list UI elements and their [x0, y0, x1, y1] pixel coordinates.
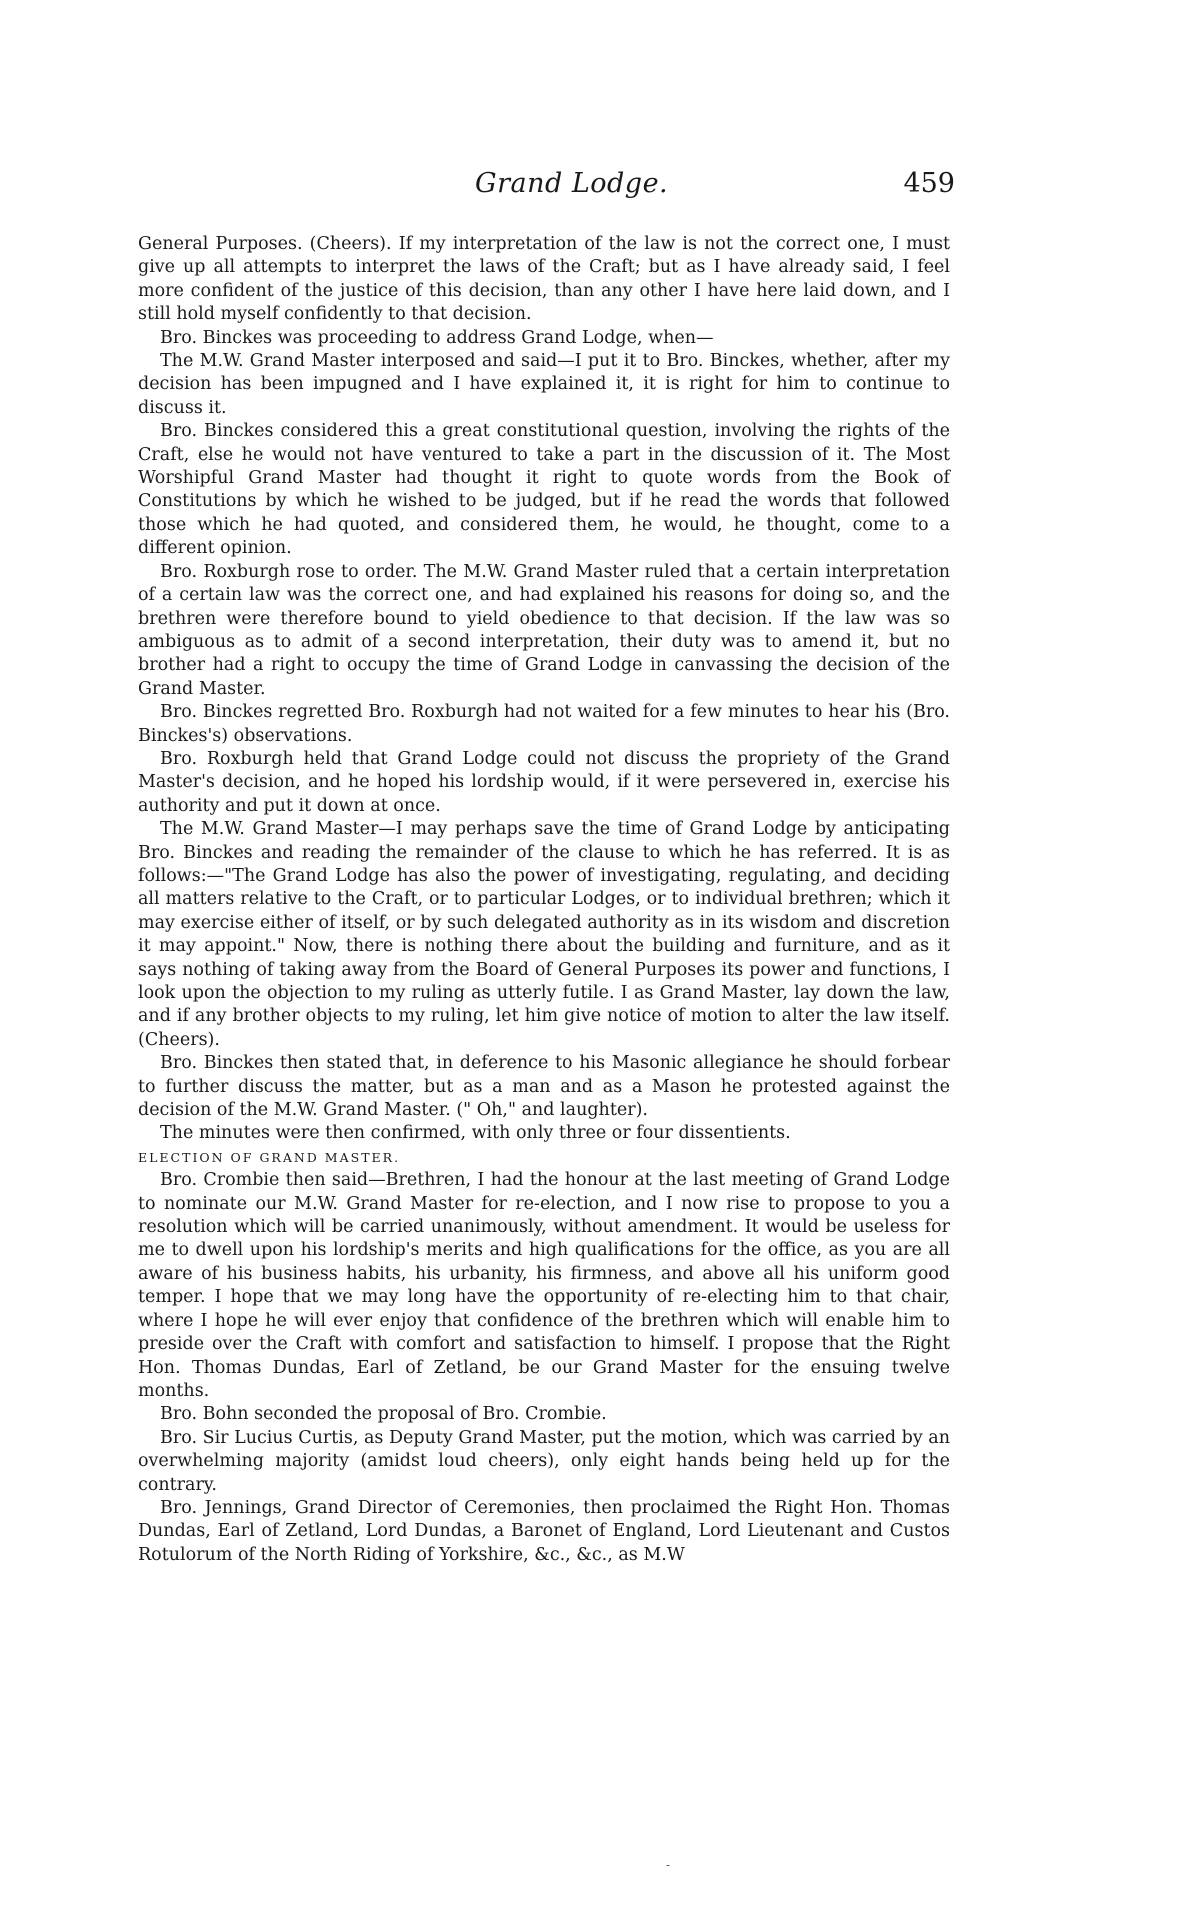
paragraph: The minutes were then confirmed, with only three or four dissentients. — [160, 1123, 791, 1144]
page-number: 459 — [903, 168, 955, 199]
section-heading: ELECTION OF GRAND MASTER. — [138, 1149, 401, 1165]
paragraph: The M.W. Grand Master interposed and said—I put it to Bro. Binckes, whether, after my decision has been impugned and I have explained it, it is right for him to continue to discuss it. — [138, 351, 950, 418]
page-header — [135, 168, 955, 208]
paragraph: Bro. Jennings, Grand Director of Ceremonies, then proclaimed the Right Hon. Thomas Dundas, Earl of Zetland, Lord Dundas, a Baronet of England, Lord Lieutenant and Custos Rotulorum of the North Riding of Yorkshire, &c., &c., as M.W — [138, 1497, 950, 1565]
body-text — [138, 233, 950, 1567]
paragraph: Bro. Sir Lucius Curtis, as Deputy Grand Master, put the motion, which was carried by an overwhelming majority (amidst loud cheers), only eight hands being held up for the contrary. — [138, 1427, 950, 1495]
paragraph: Bro. Bohn seconded the proposal of Bro. Crombie. — [160, 1404, 607, 1425]
paragraph: Bro. Binckes then stated that, in deference to his Masonic allegiance he should forbear to further discuss the matter, but as a man and as a Mason he protested against the decision of the M.W. Grand Master. (" Oh," and laughter). — [138, 1053, 950, 1121]
paragraph: Bro. Roxburgh rose to order. The M.W. Grand Master ruled that a certain interpretation of a certain law was the correct one, and had explained his reasons for doing so, and the brethren were therefore bound to yield obedience to that decision. If the law was so ambiguous as to admit of a second interpretation, their duty was to amend it, but no brother had a right to occupy the time of Grand Lodge in canvassing the decision of the Grand Master. — [138, 561, 950, 699]
paragraph: The M.W. Grand Master—I may perhaps save the time of Grand Lodge by anticipating Bro. Binckes and reading the remainder of the clause to which he has referred. It is as follows:—"The Grand Lodge has also the power of investigating, regulating, and deciding all matters relative to the Craft, or to particular Lodges, or to individual brethren; which it may exercise either of itself, or by such delegated authority as in its wisdom and discretion it may appoint." Now, there is nothing there about the building and furniture, and as it says nothing of taking away from the Board of General Purposes its power and functions, I look upon the objection to my ruling as utterly futile. I as Grand Master, lay down the law, and if any brother objects to my ruling, let him give notice of motion to alter the law itself. (Cheers). — [138, 819, 950, 1050]
paragraph: Bro. Binckes was proceeding to address Grand Lodge, when— — [160, 327, 714, 348]
paragraph: Bro. Binckes regretted Bro. Roxburgh had not waited for a few minutes to hear his (Bro. Binckes's) observations. — [138, 702, 950, 746]
paragraph: Bro. Crombie then said—Brethren, I had the honour at the last meeting of Grand Lodge to nominate our M.W. Grand Master for re-election, and I now rise to propose to you a resolution which will be carried unanimously, without amendment. It would be useless for me to dwell upon his lordship's merits and high qualifications for the office, as you are all aware of his business habits, his urbanity, his firmness, and above all his uniform good temper. I hope that we may long have the opportunity of re-electing him to that chair, where I hope he will ever enjoy that confidence of the brethren which will enable him to preside over the Craft with comfort and satisfaction to himself. I propose that the Right Hon. Thomas Dundas, Earl of Zetland, be our Grand Master for the ensuing twelve months. — [138, 1170, 950, 1401]
footer-mark: - — [666, 1858, 671, 1872]
paragraph: Bro. Roxburgh held that Grand Lodge could not discuss the propriety of the Grand Master's decision, and he hoped his lordship would, if it were persevered in, exercise his authority and put it down at once. — [138, 748, 950, 816]
paragraph: General Purposes. (Cheers). If my interpretation of the law is not the correct one, I must give up all attempts to interpret the laws of the Craft; but as I have already said, I feel more confident of the justice of this decision, than any other I have here laid down, and I still hold myself confidently to that decision. — [138, 234, 950, 325]
running-title: Grand Lodge. — [475, 168, 669, 199]
paragraph: Bro. Binckes considered this a great constitutional question, involving the rights of the Craft, else he would not have ventured to take a part in the discussion of it. The Most Worshipful Grand Master had thought it right to quote words from the Book of Constitutions by which he wished to be judged, but if he read the words that followed those which he had quoted, and considered them, he would, he thought, come to a different opinion. — [138, 421, 950, 559]
